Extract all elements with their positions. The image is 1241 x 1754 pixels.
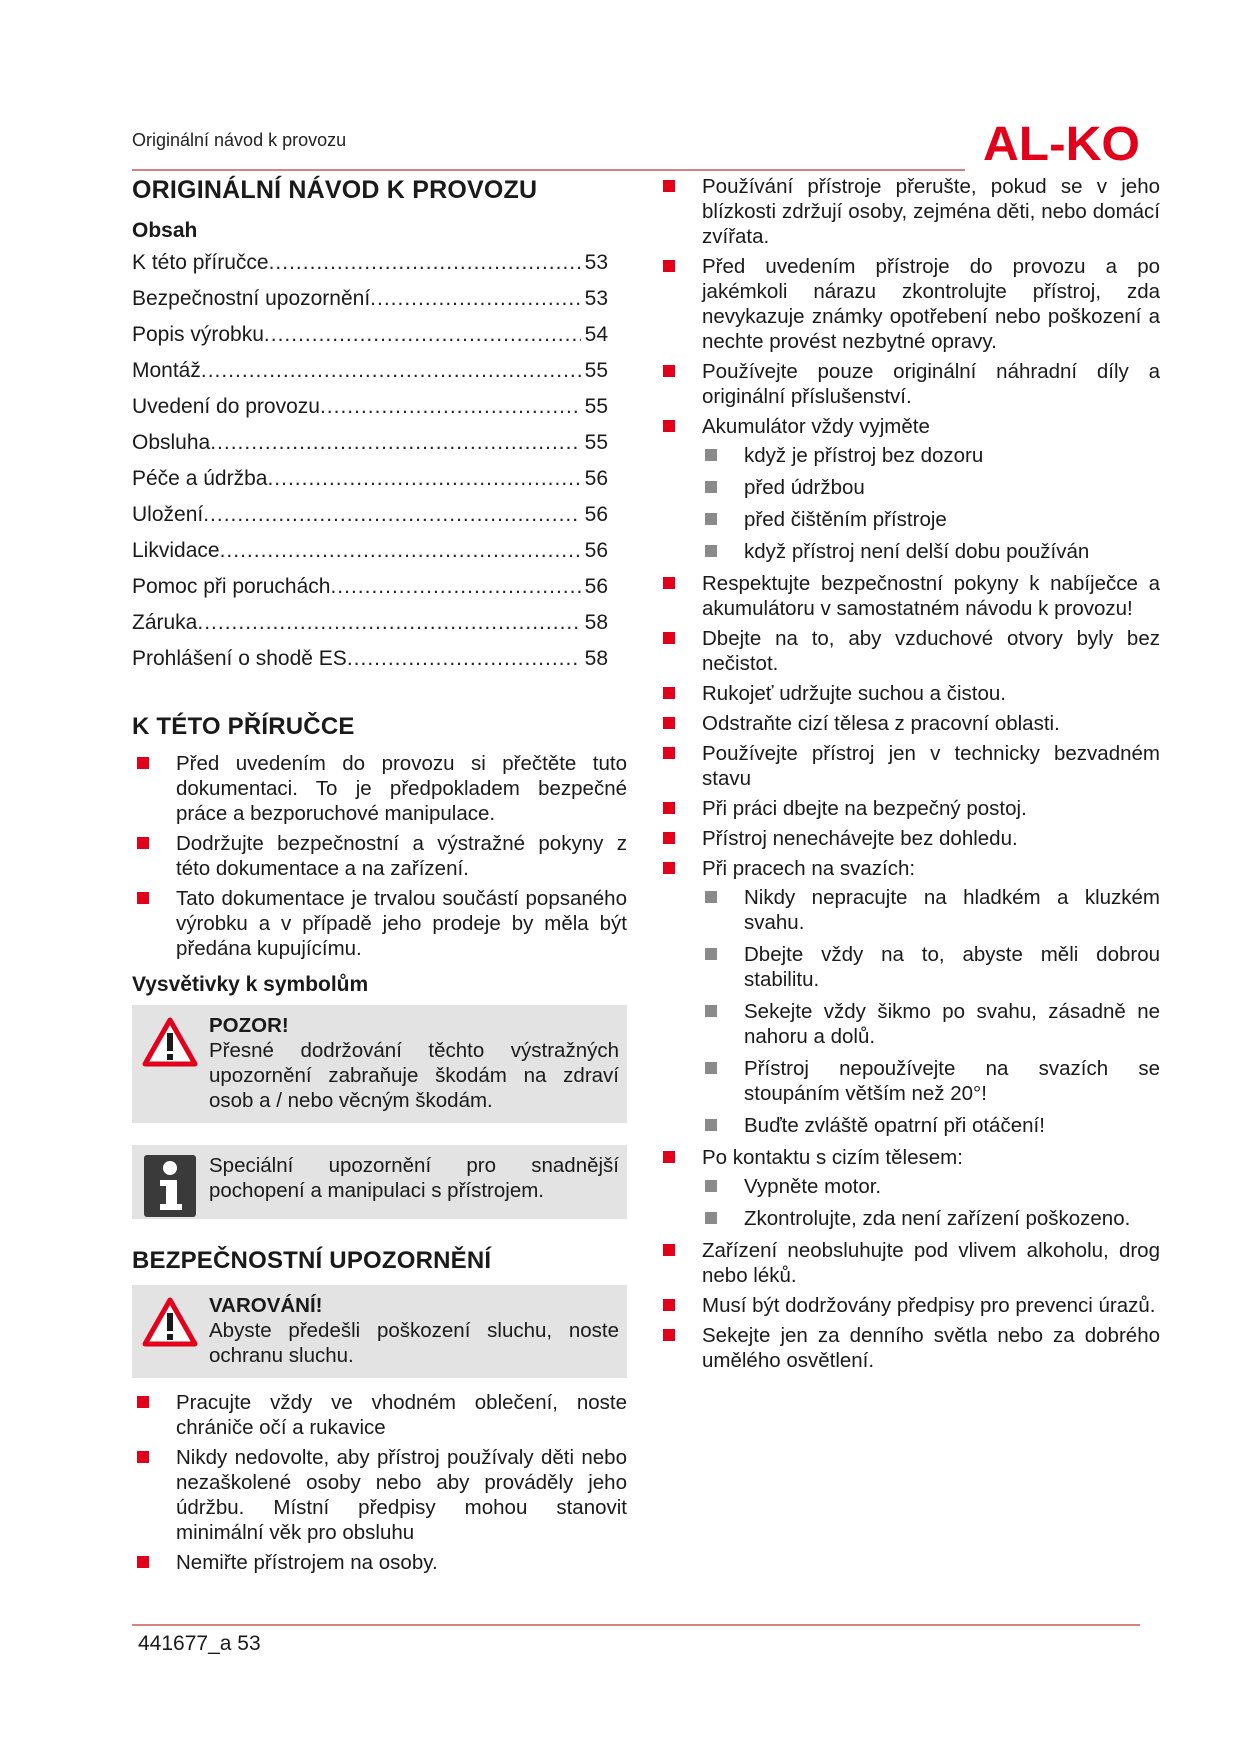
list-item: Dbejte na to, aby vzduchové otvory byly bez nečistot. — [660, 626, 1160, 676]
caution-text: Přesné dodržování těchto výstražných upozornění zabraňuje škodám na zdraví osob a / nebo věcným škodám. — [209, 1039, 619, 1112]
list-item: Při práci dbejte na bezpečný postoj. — [660, 796, 1160, 821]
list-item: Dodržujte bezpečnostní a výstražné pokyny z této dokumentace a na zařízení. — [132, 831, 627, 881]
toc-page: 58 — [584, 611, 608, 634]
sub-list-item: Zkontrolujte, zda není zařízení poškozeno. — [702, 1206, 1160, 1231]
red-bullet-icon — [137, 757, 149, 769]
grey-bullet-icon — [705, 948, 717, 960]
list-item: Akumulátor vždy vyjměte když je přístroj bez dozoru před údržbou před čištěním přístroje když přístroj není delší dobu používán — [660, 414, 1160, 564]
toc-entry[interactable] — [132, 287, 608, 323]
list-item: Odstraňte cizí tělesa z pracovní oblasti. — [660, 711, 1160, 736]
red-bullet-icon — [663, 1329, 675, 1341]
list-item: Přístroj nenechávejte bez dohledu. — [660, 826, 1160, 851]
grey-bullet-icon — [705, 1005, 717, 1017]
toc-label: Obsluha — [132, 431, 211, 454]
sub-list-item: Dbejte vždy na to, abyste měli dobrou stabilitu. — [702, 942, 1160, 992]
toc-entry[interactable] — [132, 539, 608, 575]
toc-entry[interactable] — [132, 359, 608, 395]
list-item: Zařízení neobsluhujte pod vlivem alkoholu, drog nebo léků. — [660, 1238, 1160, 1288]
red-bullet-icon — [663, 1151, 675, 1163]
toc-page: 54 — [584, 323, 608, 346]
red-bullet-icon — [663, 180, 675, 192]
toc-page: 53 — [584, 251, 608, 274]
toc-label: K této příručce — [132, 251, 269, 274]
header-title: Originální návod k provozu — [132, 130, 347, 150]
toc-page: 56 — [584, 575, 608, 598]
list-item: Při pracech na svazích: Nikdy nepracujte na hladkém a kluzkém svahu. Dbejte vždy na to, abyste měli dobrou stabilitu. Sekejte vždy šikmo po svahu, zásadně ne nahoru a dolů. Přístroj nepoužívejte na svazích se stoupáním větším než 20°! Buďte zvláště opatrní při otáčení! — [660, 856, 1160, 1138]
toc-leader — [264, 323, 581, 347]
red-bullet-icon — [663, 832, 675, 844]
toc-leader — [320, 395, 581, 419]
red-bullet-icon — [663, 687, 675, 699]
toc-leader — [267, 467, 580, 491]
grey-bullet-icon — [705, 481, 717, 493]
sub-list — [702, 1174, 1160, 1231]
list-item: Po kontaktu s cizím tělesem: Vypněte motor. Zkontrolujte, zda není zařízení poškozeno. — [660, 1145, 1160, 1231]
sub-list-item: když přístroj není delší dobu používán — [702, 539, 1160, 564]
toc-leader — [220, 539, 581, 563]
sub-list-item: před čištěním přístroje — [702, 507, 1160, 532]
grey-bullet-icon — [705, 449, 717, 461]
toc-page: 56 — [584, 539, 608, 562]
grey-bullet-icon — [705, 891, 717, 903]
sub-list — [702, 443, 1160, 564]
caution-title: POZOR! — [209, 1014, 289, 1037]
section-heading-about: K TÉTO PŘÍRUČCE — [132, 713, 355, 740]
list-item: Před uvedením přístroje do provozu a po jakémkoli nárazu zkontrolujte přístroj, zda nevykazuje známky opotřebení nebo poškození a nechte provést nezbytné opravy. — [660, 254, 1160, 354]
list-item: Tato dokumentace je trvalou součástí popsaného výrobku a v případě jeho prodeje by měla být předána kupujícímu. — [132, 886, 627, 961]
toc-page: 56 — [584, 467, 608, 490]
toc-label: Pomoc při poruchách — [132, 575, 331, 598]
list-item: Nemiřte přístrojem na osoby. — [132, 1550, 627, 1575]
sub-list-item: Přístroj nepoužívejte na svazích se stoupáním větším než 20°! — [702, 1056, 1160, 1106]
toc-label: Likvidace — [132, 539, 220, 562]
red-bullet-icon — [137, 1556, 149, 1568]
toc-page: 53 — [584, 287, 608, 310]
sub-list-item: Buďte zvláště opatrní při otáčení! — [702, 1113, 1160, 1138]
toc-label: Montáž — [132, 359, 201, 382]
list-item: Před uvedením do provozu si přečtěte tuto dokumentaci. To je předpokladem bezpečné práce a bezporuchové manipulace. — [132, 751, 627, 826]
sub-list-item: když je přístroj bez dozoru — [702, 443, 1160, 468]
toc-label: Popis výrobku — [132, 323, 264, 346]
toc-leader — [347, 647, 581, 671]
list-item: Nikdy nedovolte, aby přístroj používaly děti nebo nezaškolené osoby nebo aby prováděly jeho údržbu. Místní předpisy mohou stanovit minimální věk pro obsluhu — [132, 1445, 627, 1545]
list-item: Používání přístroje přerušte, pokud se v jeho blízkosti zdržují osoby, zejména děti, nebo domácí zvířata. — [660, 174, 1160, 249]
page-title: ORIGINÁLNÍ NÁVOD K PROVOZU — [132, 176, 538, 204]
red-bullet-icon — [137, 1451, 149, 1463]
footer-rule — [132, 1624, 1140, 1626]
toc-page: 55 — [584, 359, 608, 382]
red-bullet-icon — [663, 1299, 675, 1311]
left-column — [132, 174, 627, 1580]
red-bullet-icon — [663, 862, 675, 874]
warning-triangle-icon — [142, 1017, 198, 1067]
toc-label: Prohlášení o shodě ES — [132, 647, 347, 670]
about-list — [132, 751, 627, 961]
red-bullet-icon — [663, 747, 675, 759]
alko-logo — [983, 118, 1140, 166]
caution-notice — [132, 1005, 627, 1123]
sub-list-item: před údržbou — [702, 475, 1160, 500]
toc-leader — [203, 503, 580, 527]
red-bullet-icon — [137, 837, 149, 849]
toc-entry[interactable] — [132, 395, 608, 431]
section-heading-safety: BEZPEČNOSTNÍ UPOZORNĚNÍ — [132, 1247, 492, 1274]
red-bullet-icon — [663, 577, 675, 589]
logo-text: AL-KO — [983, 118, 1140, 166]
toc-leader — [210, 431, 580, 455]
right-column — [660, 174, 1160, 1378]
toc-title: Obsah — [132, 219, 198, 242]
toc-label: Uvedení do provozu — [132, 395, 320, 418]
warning-triangle-icon — [142, 1297, 198, 1347]
header-rule — [132, 169, 965, 171]
footer-page-code: 441677_a 53 — [138, 1632, 261, 1655]
list-item: Pracujte vždy ve vhodném oblečení, noste chrániče očí a rukavice — [132, 1390, 627, 1440]
toc-entry[interactable] — [132, 611, 608, 647]
toc-label: Bezpečnostní upozornění — [132, 287, 371, 310]
list-item: Respektujte bezpečnostní pokyny k nabíječce a akumulátoru v samostatném návodu k provozu! — [660, 571, 1160, 621]
info-icon — [144, 1155, 196, 1217]
toc-entry[interactable] — [132, 467, 608, 503]
info-notice — [132, 1145, 627, 1219]
toc-page: 56 — [584, 503, 608, 526]
list-item: Musí být dodržovány předpisy pro prevenci úrazů. — [660, 1293, 1160, 1318]
toc-entry[interactable] — [132, 503, 608, 539]
sub-list — [702, 885, 1160, 1138]
grey-bullet-icon — [705, 1212, 717, 1224]
list-item: Sekejte jen za denního světla nebo za dobrého umělého osvětlení. — [660, 1323, 1160, 1373]
info-text: Speciální upozornění pro snadnější pochopení a manipulaci s přístrojem. — [209, 1154, 619, 1202]
red-bullet-icon — [663, 632, 675, 644]
sub-list-item: Vypněte motor. — [702, 1174, 1160, 1199]
grey-bullet-icon — [705, 1180, 717, 1192]
toc-page: 55 — [584, 395, 608, 418]
warning-title: VAROVÁNÍ! — [209, 1294, 323, 1317]
list-item: Rukojeť udržujte suchou a čistou. — [660, 681, 1160, 706]
toc-entry[interactable] — [132, 431, 608, 467]
red-bullet-icon — [663, 1244, 675, 1256]
red-bullet-icon — [137, 892, 149, 904]
safety-list-right — [660, 174, 1160, 1373]
grey-bullet-icon — [705, 513, 717, 525]
red-bullet-icon — [663, 717, 675, 729]
toc-leader — [201, 359, 581, 383]
toc-entry[interactable] — [132, 647, 608, 683]
toc-page: 55 — [584, 431, 608, 454]
red-bullet-icon — [663, 802, 675, 814]
table-of-contents — [132, 251, 627, 683]
toc-leader — [330, 575, 580, 599]
grey-bullet-icon — [705, 1062, 717, 1074]
toc-entry[interactable] — [132, 323, 608, 359]
list-item: Používejte pouze originální náhradní díly a originální příslušenství. — [660, 359, 1160, 409]
toc-page: 58 — [584, 647, 608, 670]
grey-bullet-icon — [705, 545, 717, 557]
symbols-heading: Vysvětivky k symbolům — [132, 973, 369, 996]
toc-leader — [197, 611, 580, 635]
toc-label: Péče a údržba — [132, 467, 268, 490]
toc-entry[interactable] — [132, 575, 608, 611]
toc-label: Záruka — [132, 611, 198, 634]
warning-notice — [132, 1285, 627, 1378]
sub-list-item: Nikdy nepracujte na hladkém a kluzkém svahu. — [702, 885, 1160, 935]
red-bullet-icon — [663, 260, 675, 272]
list-item: Používejte přístroj jen v technicky bezvadném stavu — [660, 741, 1160, 791]
red-bullet-icon — [663, 420, 675, 432]
toc-leader — [269, 251, 581, 275]
sub-list-item: Sekejte vždy šikmo po svahu, zásadně ne nahoru a dolů. — [702, 999, 1160, 1049]
safety-list-left — [132, 1390, 627, 1575]
toc-label: Uložení — [132, 503, 204, 526]
toc-leader — [370, 287, 580, 311]
grey-bullet-icon — [705, 1119, 717, 1131]
warning-text: Abyste předešli poškození sluchu, noste ochranu sluchu. — [209, 1319, 619, 1367]
red-bullet-icon — [137, 1396, 149, 1408]
toc-entry[interactable] — [132, 251, 608, 287]
red-bullet-icon — [663, 365, 675, 377]
